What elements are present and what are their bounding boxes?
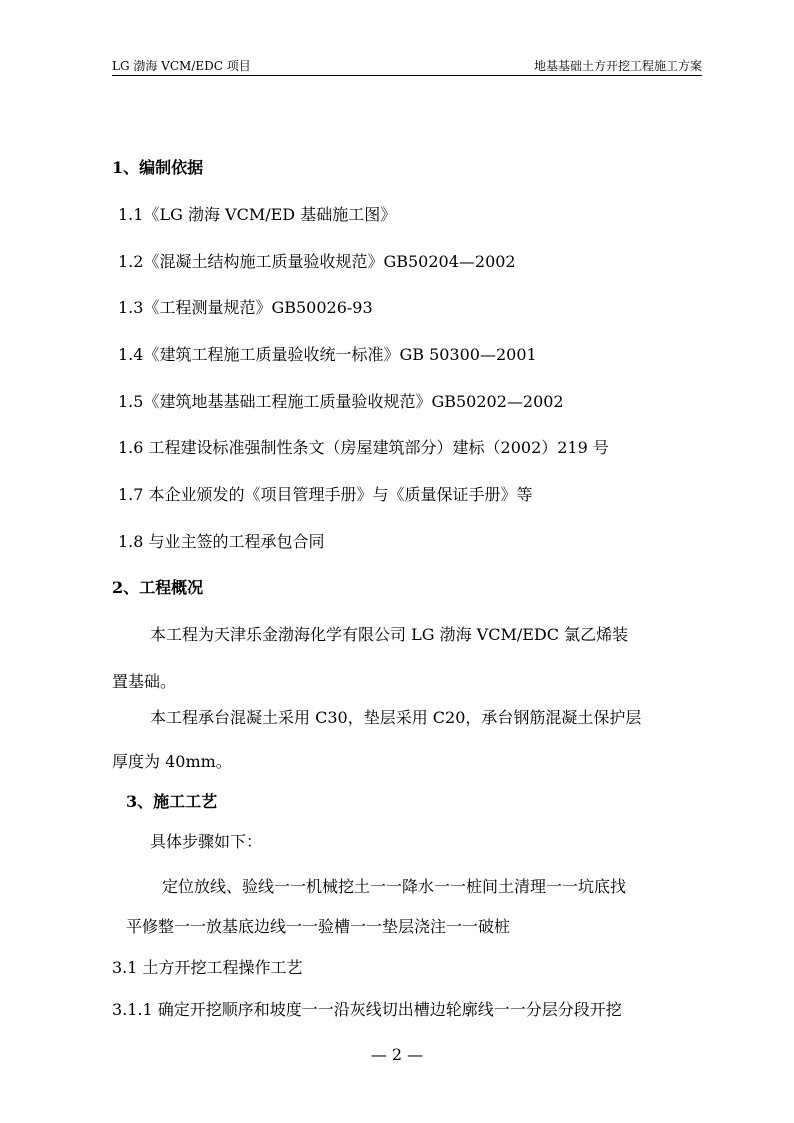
subsection-3-1-heading: 3.1 土方开挖工程操作工艺 (112, 958, 303, 977)
overview-paragraph-2-line-1: 本工程承台混凝土采用 C30，垫层采用 C20，承台钢筋混凝土保护层 (150, 708, 642, 727)
overview-paragraph-1-line-2: 置基础。 (112, 672, 177, 691)
process-steps-line-1: 定位放线、验线一一机械挖土一一降水一一桩间土清理一一坑底找 (162, 877, 627, 896)
page-number: — 2 — (370, 1045, 424, 1064)
reference-item-1-2: 1.2《混凝土结构施工质量验收规范》GB50204—2002 (118, 252, 516, 271)
overview-paragraph-1-line-1: 本工程为天津乐金渤海化学有限公司 LG 渤海 VCM/EDC 氯乙烯装 (150, 625, 629, 644)
reference-item-1-4: 1.4《建筑工程施工质量验收统一标准》GB 50300—2001 (118, 345, 537, 364)
section-2-heading: 2、工程概况 (112, 578, 204, 597)
reference-item-1-1: 1.1《LG 渤海 VCM/ED 基础施工图》 (118, 205, 397, 224)
reference-item-1-6: 1.6 工程建设标准强制性条文（房屋建筑部分）建标（2002）219 号 (118, 438, 609, 457)
reference-item-1-8: 1.8 与业主签的工程承包合同 (118, 532, 325, 551)
subsection-3-1-1: 3.1.1 确定开挖顺序和坡度一一沿灰线切出槽边轮廓线一一分层分段开挖 (112, 1000, 622, 1019)
process-steps-line-2: 平修整一一放基底边线一一验槽一一垫层浇注一一破桩 (126, 917, 511, 936)
page-header (112, 55, 702, 76)
process-intro: 具体步骤如下： (150, 832, 263, 851)
header-document-title: 地基基础土方开挖工程施工方案 (533, 59, 702, 73)
reference-item-1-3: 1.3《工程测量规范》GB50026-93 (118, 298, 373, 317)
reference-item-1-7: 1.7 本企业颁发的《项目管理手册》与《质量保证手册》等 (118, 485, 533, 504)
overview-paragraph-2-line-2: 厚度为 40mm。 (112, 752, 232, 771)
header-project-name: LG 渤海 VCM/EDC 项目 (112, 59, 251, 73)
reference-item-1-5: 1.5《建筑地基基础工程施工质量验收规范》GB50202—2002 (118, 392, 564, 411)
section-1-heading: 1、编制依据 (112, 158, 204, 177)
section-3-heading: 3、施工工艺 (126, 792, 218, 811)
